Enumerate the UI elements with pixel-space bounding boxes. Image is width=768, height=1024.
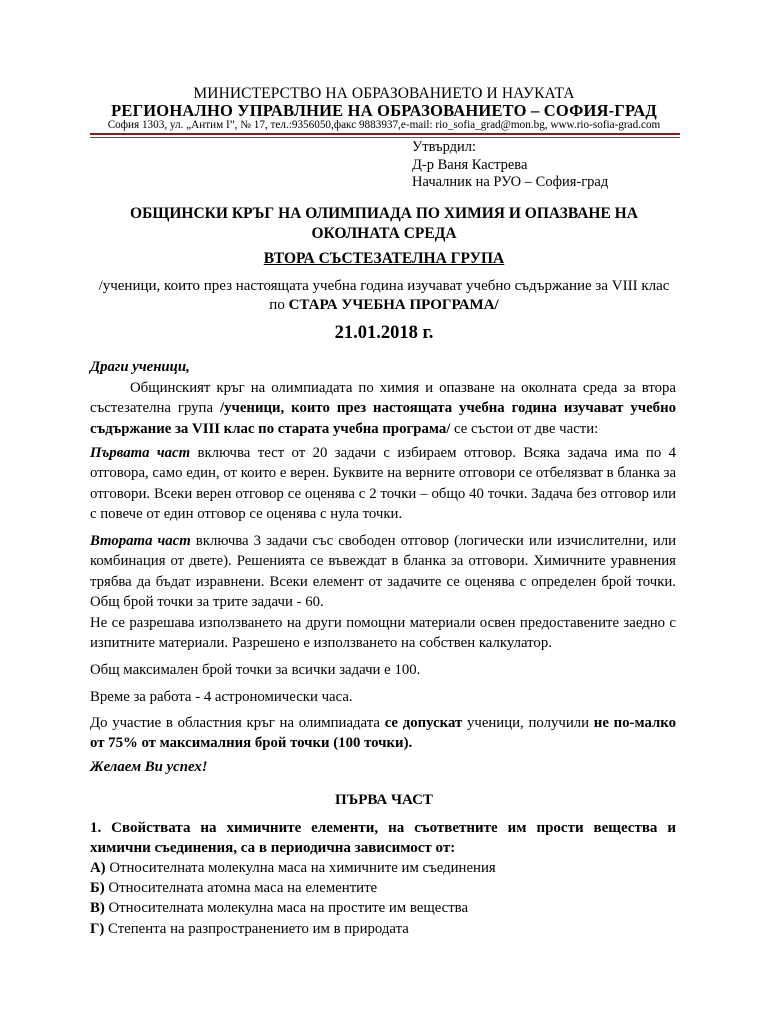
answer-option	[90, 919, 496, 939]
part-one-text: включва тест от 20 задачи с избираем отговор. Всяка задача има по 4 отговора, само един, от които е верен. Буквите на верните отговори се отбелязват в бланка за отговори. Всеки верен отговор се оценява с 2 точки – общо 40 точки. Задача без отговор или с повече от един отговор се оценява с нула точки.	[90, 445, 677, 523]
good-luck-wish: Желаем Ви успех!	[90, 759, 208, 775]
time-limit: Време за работа - 4 астрономически часа.	[90, 689, 353, 705]
intro-text-c: се състои от две части:	[450, 420, 599, 437]
answer-option	[90, 878, 496, 898]
answer-text: Относителната атомна маса на елементите	[104, 880, 378, 897]
header-divider-red	[90, 133, 680, 135]
approver-name: Д-р Ваня Кастрева	[412, 156, 528, 173]
answer-option	[90, 898, 496, 918]
approval-block	[412, 139, 608, 192]
exam-date: 21.01.2018 г.	[334, 323, 434, 343]
header-divider-gray	[90, 137, 680, 138]
answer-option	[90, 858, 496, 878]
materials-rule: Не се разрешава използването на други помощни материали освен предоставените заедно с изпитните материали. Разрешено е използването на собствен калкулатор.	[90, 615, 676, 652]
qualification-text-c: ученици, получили	[462, 715, 594, 731]
part-one-title: ПЪРВА ЧАСТ	[335, 792, 433, 808]
qualification-text-a: До участие в областния кръг на олимпиадата	[90, 715, 385, 731]
qualification-text-d: не по-малко от 75% от максималния брой точки (100 точки).	[90, 715, 677, 752]
part-one-description	[90, 443, 676, 525]
answer-letter: Б)	[90, 880, 105, 897]
part-one-lead: Първата част	[90, 445, 191, 461]
max-points: Общ максимален брой точки за всички задачи е 100.	[90, 662, 421, 678]
answer-list	[90, 858, 496, 939]
qualification-rule	[90, 713, 676, 754]
answer-letter: Г)	[90, 920, 105, 937]
greeting: Драги ученици,	[90, 359, 190, 375]
answer-text: Степента на разпространението им в природата	[104, 920, 409, 937]
regional-office-heading: РЕГИОНАЛНО УПРАВЛНИЕ НА ОБРАЗОВАНИЕТО – СОФИЯ-ГРАД	[111, 101, 657, 120]
part-two-description	[90, 531, 676, 613]
part-two-lead: Втората част	[90, 533, 191, 549]
group-title: ВТОРА СЪСТЕЗАТЕЛНА ГРУПА	[263, 250, 505, 267]
answer-text: Относителната молекулна маса на химичните им съединения	[105, 860, 496, 876]
approval-label: Утвърдил:	[412, 139, 477, 155]
answer-letter: В)	[90, 900, 105, 917]
contact-line: София 1303, ул. „Антим I”, № 17, тел.:9356050,факс 9883937,e-mail: rio_sofia_grad@mon.bg, www.rio-sofia-grad.com	[107, 119, 661, 131]
part-two-text: включва 3 задачи със свободен отговор (логически или изчислителни, или комбинация от двете). Решенията се въвеждат в бланка за отговори. Химичните уравнения трябва да бъдат изравнени. Всеки елемент от задачите се оценява с определен брой точки. Общ брой точки за трите задачи - 60.	[90, 533, 676, 611]
answer-letter: А)	[90, 860, 106, 876]
students-note-program: СТАРА УЧЕБНА ПРОГРАМА/	[288, 297, 499, 313]
question-1: 1. Свойствата на химичните елементи, на съответните им прости вещества и химични съединения, са в периодична зависимост от:	[90, 820, 676, 856]
qualification-text-b: се допускат	[384, 715, 463, 731]
ministry-heading: МИНИСТЕРСТВО НА ОБРАЗОВАНИЕТО И НАУКАТА	[193, 85, 575, 102]
students-note-text: /ученици, които през настоящата учебна година изучават учебно съдържание за VIII клас по	[98, 278, 670, 313]
students-note	[90, 277, 678, 315]
approver-position: Началник на РУО – София-град	[412, 174, 609, 190]
intro-paragraph	[90, 378, 676, 439]
olympiad-title: ОБЩИНСКИ КРЪГ НА ОЛИМПИАДА ПО ХИМИЯ И ОПАЗВАНЕ НА ОКОЛНАТА СРЕДА	[130, 205, 638, 242]
intro-text-a: Общинският кръг на олимпиадата по химия и опазване на околната среда за втора състезателна група	[90, 380, 676, 417]
answer-text: Относителната молекулна маса на простите им вещества	[104, 900, 469, 917]
intro-text-bold: /ученици, които през настоящата учебна година изучават учебно съдържание за VIII клас по старата учебна програма/	[90, 400, 676, 437]
